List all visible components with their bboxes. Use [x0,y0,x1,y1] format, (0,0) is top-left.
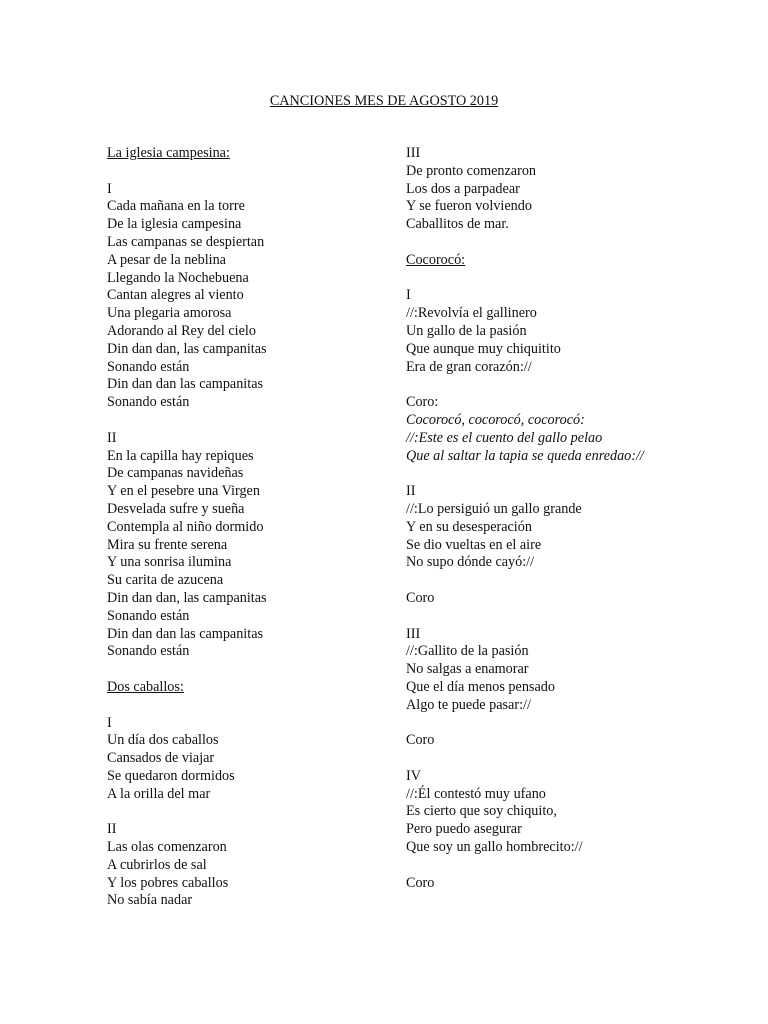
lyric-line: Se dio vueltas en el aire [406,536,542,553]
blank-line [107,697,377,715]
blank-line [406,234,746,252]
lyric-line: Coro [406,589,435,606]
lyric-line: Adorando al Rey del cielo [107,322,256,339]
lyric-line: Las campanas se despiertan [107,233,265,250]
lyric-line: IV [406,767,421,784]
blank-line [107,412,377,430]
blank-line [406,608,746,626]
lyric-line: Su carita de azucena [107,572,224,589]
page-title: CANCIONES MES DE AGOSTO 2019 [269,93,499,109]
lyric-line: Sonando están [107,394,190,411]
lyric-line: Desvelada sufre y sueña [107,500,245,517]
lyric-line: No supo dónde cayó:// [406,554,535,571]
lyric-line: Din dan dan las campanitas [107,625,264,642]
lyric-line: III [406,625,421,642]
lyric-line: Y una sonrisa ilumina [107,554,232,571]
lyric-line: Sonando están [107,607,190,624]
lyric-line: Que el día menos pensado [406,678,555,695]
lyric-line: Coro: [406,394,439,411]
lyric-line: Contempla al niño dormido [107,518,264,535]
lyric-line: //:Gallito de la pasión [406,643,529,660]
lyric-line: Era de gran corazón:// [406,358,532,375]
right-column [406,145,746,892]
lyric-line: A pesar de la neblina [107,251,226,268]
lyric-line: III [406,145,421,161]
lyric-line: //:Revolvía el gallinero [406,305,537,322]
left-column [107,145,377,910]
lyric-line: Caballitos de mar. [406,216,509,233]
lyric-line: De la iglesia campesina [107,216,242,233]
lyric-line: Cocorocó, cocorocó, cocorocó: [406,411,585,428]
song-title: La iglesia campesina: [107,145,230,161]
lyric-line: De pronto comenzaron [406,162,537,179]
lyric-line: I [107,180,112,197]
blank-line [107,163,377,181]
lyric-line: Un día dos caballos [107,732,219,749]
lyric-line: //:Lo persiguió un gallo grande [406,500,582,517]
lyric-line: Pero puedo asegurar [406,821,522,838]
lyric-line: //:Él contestó muy ufano [406,785,546,802]
lyric-line: I [406,287,411,304]
lyric-line: Llegando la Nochebuena [107,269,249,286]
song-title: Dos caballos: [107,678,184,695]
lyric-line: A cubrirlos de sal [107,856,207,873]
blank-line [406,465,746,483]
lyric-line: Coro [406,874,435,891]
lyric-line: II [107,821,117,838]
lyric-line: Cantan alegres al viento [107,287,244,304]
lyric-line: Y en el pesebre una Virgen [107,483,260,500]
lyric-line: Cansados de viajar [107,750,215,767]
lyric-line: II [406,483,416,500]
song-title: Cocorocó: [406,251,466,268]
lyric-line: Una plegaria amorosa [107,305,232,322]
lyric-line: I [107,714,112,731]
lyric-line: Coro [406,732,435,749]
lyric-line: Cada mañana en la torre [107,198,245,215]
lyric-line: Sonando están [107,358,190,375]
blank-line [406,715,746,733]
lyric-line: II [107,429,117,446]
lyric-line: Algo te puede pasar:// [406,696,531,713]
lyric-line: Un gallo de la pasión [406,322,527,339]
lyric-line: Mira su frente serena [107,536,228,553]
lyric-line: En la capilla hay repiques [107,447,254,464]
blank-line [406,572,746,590]
blank-line [107,661,377,679]
blank-line [107,803,377,821]
blank-line [406,270,746,288]
lyric-line: Las olas comenzaron [107,839,227,856]
lyric-line: No salgas a enamorar [406,661,529,678]
lyric-line: //:Este es el cuento del gallo pelao [406,429,603,446]
lyric-line: Que soy un gallo hombrecito:// [406,839,583,856]
lyric-line: Sonando están [107,643,190,660]
lyric-line: Se quedaron dormidos [107,767,235,784]
lyric-line: Din dan dan las campanitas [107,376,264,393]
lyric-line: De campanas navideñas [107,465,244,482]
lyric-line: Los dos a parpadear [406,180,520,197]
lyric-line: Y los pobres caballos [107,874,229,891]
blank-line [406,376,746,394]
lyric-line: Que aunque muy chiquitito [406,340,561,357]
lyric-line: No sabía nadar [107,892,193,909]
lyric-line: Din dan dan, las campanitas [107,340,267,357]
blank-line [406,857,746,875]
blank-line [406,750,746,768]
lyric-line: Es cierto que soy chiquito, [406,803,557,820]
lyric-line: Y en su desesperación [406,518,532,535]
lyric-line: Que al saltar la tapia se queda enredao:// [406,447,644,464]
lyric-line: Y se fueron volviendo [406,198,532,215]
lyric-line: Din dan dan, las campanitas [107,589,267,606]
lyric-line: A la orilla del mar [107,785,211,802]
